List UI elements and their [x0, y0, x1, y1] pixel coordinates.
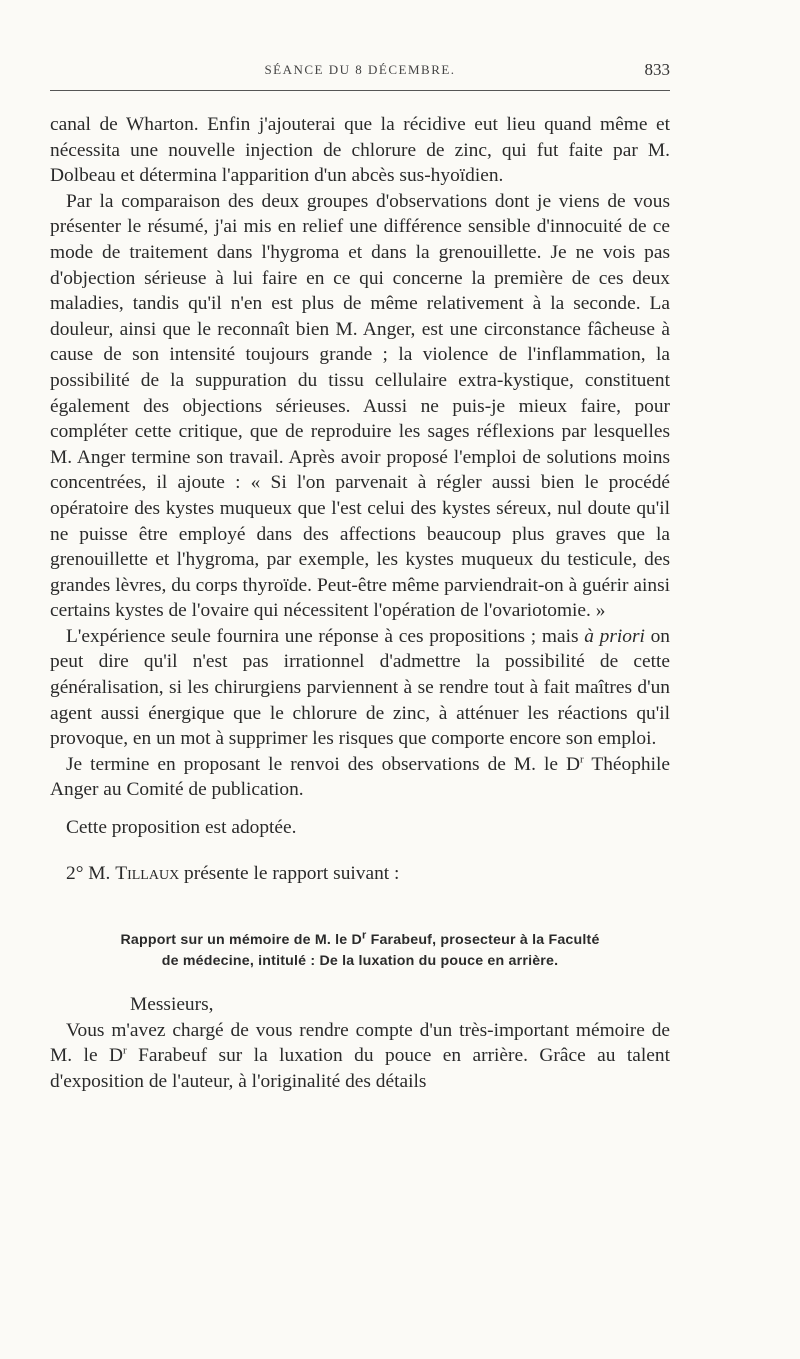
- paragraph-4-end: Théophile Anger au Comité de publication.: [50, 753, 670, 801]
- closing-paragraph: Vous m'avez chargé de vous rendre compte d'un très-important mémoire de M. le $D^r$ Farabeuf sur la luxation du pouce en arrière. Grâce au talent d'exposition de l'auteur, à l'originalité des détails: [50, 1019, 670, 1092]
- author-name-tillaux: Tillaux: [115, 862, 180, 884]
- page-body: [50, 112, 670, 1095]
- rapport-title-line-1: Rapport sur un mémoire de M. le $D^r$ Farabeuf, prosecteur à la Faculté: [120, 929, 600, 949]
- running-head: SÉANCE DU 8 DÉCEMBRE.: [264, 62, 456, 77]
- page-header: [50, 60, 670, 91]
- paragraph-4-start: Je termine en proposant le renvoi des observations de M. le D: [66, 753, 581, 775]
- paragraph-5: Cette proposition est adoptée.: [66, 817, 297, 839]
- paragraph-3-start: L'expérience seule fournira une réponse à ces propositions ; mais: [66, 625, 585, 647]
- rapport-title-line-2: de médecine, intitulé : De la luxation du pouce en arrière.: [161, 953, 559, 970]
- page-number: 833: [644, 60, 670, 79]
- paragraph-2: Par la comparaison des deux groupes d'observations dont je viens de vous présenter le résumé, j'ai mis en relief une différence sensible d'innocuité de ce mode de traitement dans l'hygroma et dans la grenouillette. Je ne vois pas d'objection sérieuse à lui faire en ce qui concerne la première de ces deux maladies, tandis qu'il n'en est plus de même relativement à la seconde. La douleur, ainsi que le reconnaît bien M. Anger, est une circonstance fâcheuse à cause de son intensité toujours grande ; la violence de l'inflammation, la possibilité de la suppuration du tissu cellulaire extra-kystique, constituent également des objections sérieuses. Aussi ne puis-je mieux faire, pour compléter cette critique, que de reproduire les sages réflexions par lesquelles M. Anger termine son travail. Après avoir proposé l'emploi de solutions moins concentrées, il ajoute : « Si l'on parvenait à régler aussi bien le procédé opératoire des kystes muqueux que l'est celui des kystes séreux, nul doute qu'il ne puisse être employé dans des affections beaucoup plus graves que la grenouillette et l'hygroma, par exemple, les kystes muqueux du testicule, des grandes lèvres, du corps thyroïde. Peut-être même parviendrait-on à guérir ainsi certains kystes de l'ovaire qui nécessitent l'opération de l'ovariotomie. »: [50, 190, 670, 622]
- paragraph-4: [50, 752, 670, 803]
- paragraph-6: [50, 861, 670, 887]
- italic-a-priori: à priori: [584, 625, 645, 647]
- superscript-r: r: [580, 753, 584, 766]
- salutation: Messieurs,: [130, 994, 214, 1016]
- paragraph-3: [50, 624, 670, 752]
- paragraph-1: canal de Wharton. Enfin j'ajouterai que la récidive eut lieu quand même et nécessita une nouvelle injection de chlorure de zinc, qui fut faite par M. Dolbeau et détermina l'apparition d'un abcès sus-hyoïdien.: [50, 114, 670, 187]
- paragraph-6-start: 2° M.: [66, 862, 116, 884]
- paragraph-3-end: on peut dire qu'il n'est pas irrationnel d'admettre la possibilité de cette généralisation, si les chirurgiens parviennent à se rendre tout à fait maîtres d'un agent aussi énergique que le chlorure de zinc, à atténuer les réactions qu'il provoque, en un mot à supprimer les risques que comporte encore son emploi.: [50, 625, 670, 750]
- paragraph-6-end: présente le rapport suivant :: [179, 862, 400, 884]
